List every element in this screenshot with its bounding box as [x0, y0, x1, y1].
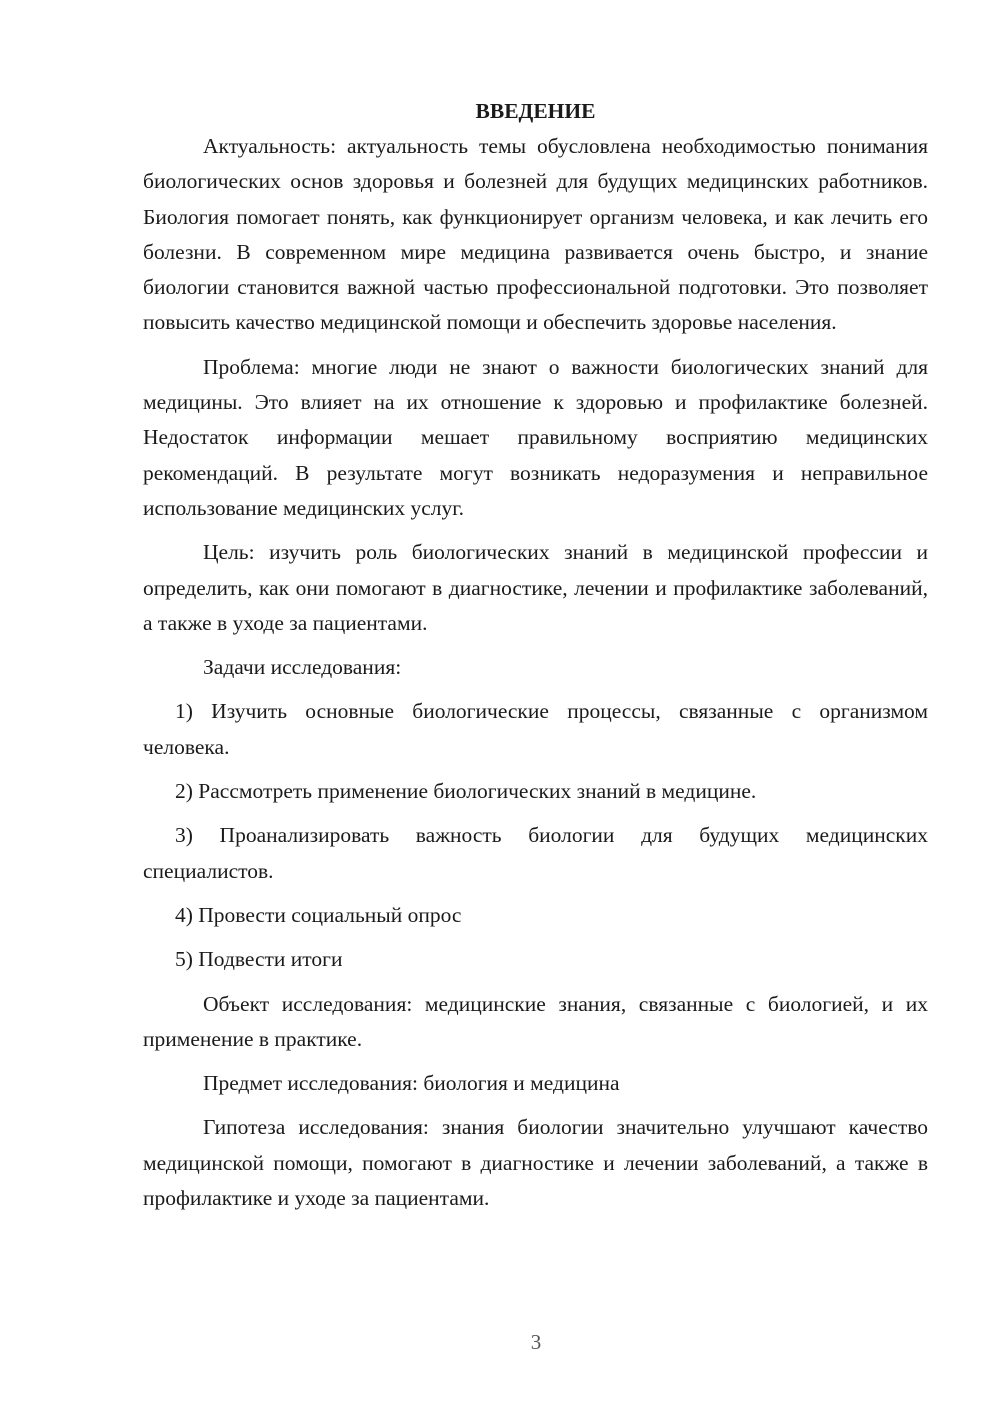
task-item: 3) Проанализировать важность биологии для будущих медицинских специалистов. [143, 823, 928, 883]
object-paragraph: Объект исследования: медицинские знания, связанные с биологией, и их применение в практике. [143, 991, 928, 1051]
section-title: ВВЕДЕНИЕ [475, 99, 596, 123]
subject-paragraph: Предмет исследования: биология и медицина [203, 1071, 620, 1096]
goal-paragraph: Цель: изучить роль биологических знаний в медицинской профессии и определить, как они помогают в диагностике, лечении и профилактике заболеваний, а также в уходе за пациентами. [143, 540, 928, 635]
hypothesis-paragraph: Гипотеза исследования: знания биологии значительно улучшают качество медицинской помощи, помогают в диагностике и лечении заболеваний, а также в профилактике и уходе за пациентами. [143, 1115, 928, 1211]
problem-paragraph: Проблема: многие люди не знают о важности биологических знаний для медицины. Это влияет на их отношение к здоровью и профилактике болезней. Недостаток информации мешает правильному восприятию медицинских рекомендаций. В результате могут возникать недоразумения и неправильное использование медицинских услуг. [143, 354, 928, 520]
document-page [143, 95, 928, 1225]
task-item: 4) Провести социальный опрос [175, 902, 462, 927]
tasks-heading: Задачи исследования: [203, 655, 402, 680]
task-item: 1) Изучить основные биологические процессы, связанные с организмом человека. [143, 699, 928, 759]
task-item: 2) Рассмотреть применение биологических знаний в медицине. [175, 779, 757, 804]
relevance-paragraph: Актуальность: актуальность темы обусловлена необходимостью понимания биологических основ здоровья и болезней для будущих медицинских работников. Биология помогает понять, как функционирует организм человека, и как лечить его болезни. В современном мире медицина развивается очень быстро, и знание биологии становится важной частью профессиональной подготовки. Это позволяет повысить качество медицинской помощи и обеспечить здоровье населения. [143, 134, 928, 335]
task-item: 5) Подвести итоги [175, 947, 343, 972]
page-number: 3 [530, 1330, 542, 1354]
